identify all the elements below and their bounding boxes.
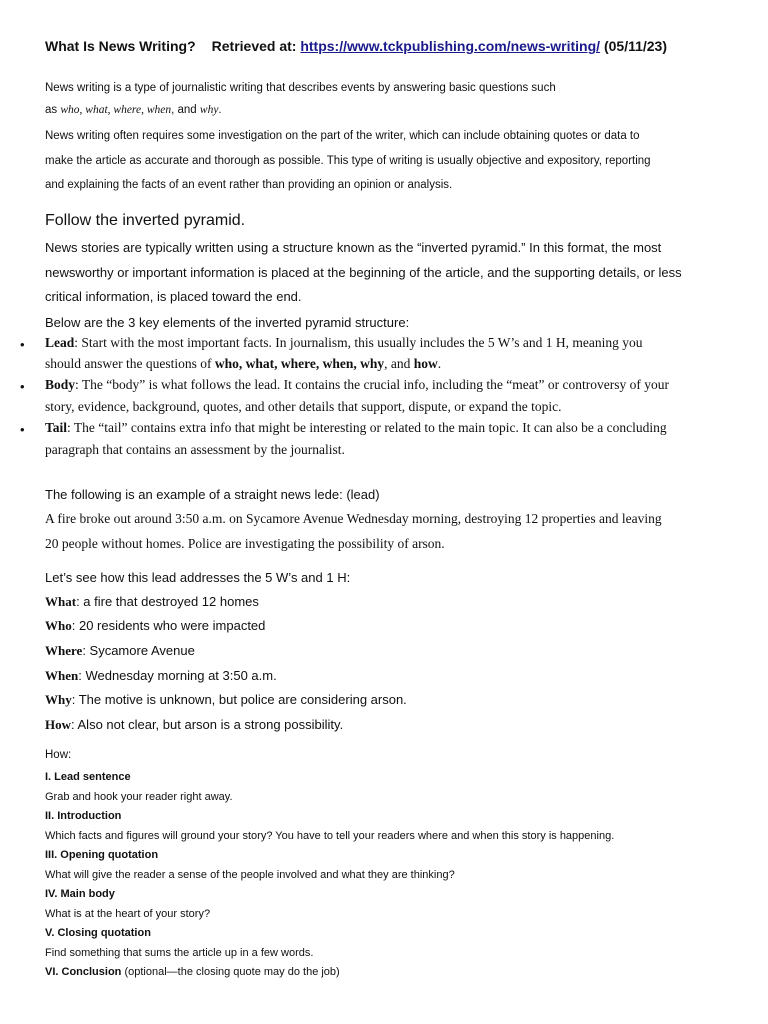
bullet-body-line-1: Body: The “body” is what follows the lead. It contains the crucial info, including the “meat” or controversy of your bbox=[45, 377, 669, 392]
bullet-dot: • bbox=[20, 379, 25, 394]
section-heading: Follow the inverted pyramid. bbox=[45, 212, 246, 229]
pyramid-line-4: Below are the 3 key elements of the inverted pyramid structure: bbox=[45, 315, 410, 330]
intro-line-1: News writing is a type of journalistic writing that describes events by answering basic questions such bbox=[45, 82, 556, 94]
how-section-title: V. Closing quotation bbox=[45, 927, 151, 939]
bullet-dot: • bbox=[20, 422, 25, 437]
pyramid-line-3: critical information, is placed toward the end. bbox=[45, 289, 302, 304]
w-item: How: Also not clear, but arson is a strong possibility. bbox=[45, 717, 344, 732]
w-item: Where: Sycamore Avenue bbox=[45, 643, 195, 658]
intro-line-5: and explaining the facts of an event rather than providing an opinion or analysis. bbox=[45, 179, 453, 191]
example-lede-line-2: 20 people without homes. Police are investigating the possibility of arson. bbox=[45, 536, 445, 551]
bullet-lead-line-2: should answer the questions of who, what, where, when, why, and how. bbox=[45, 356, 442, 371]
intro-line-2: as who, what, where, when, and why. bbox=[45, 104, 222, 116]
bullet-tail-line-1: Tail: The “tail” contains extra info that might be interesting or related to the main topic. It can also be a concluding bbox=[45, 420, 667, 435]
example-intro: The following is an example of a straight news lede: (lead) bbox=[45, 487, 380, 502]
pyramid-line-2: newsworthy or important information is placed at the beginning of the article, and the supporting details, or less bbox=[45, 265, 682, 280]
document-header bbox=[45, 38, 667, 54]
how-section-title: III. Opening quotation bbox=[45, 849, 159, 861]
w-item: What: a fire that destroyed 12 homes bbox=[45, 594, 259, 609]
how-section-text: Grab and hook your reader right away. bbox=[45, 791, 233, 803]
bullet-lead-line-1: Lead: Start with the most important facts. In journalism, this usually includes the 5 W’s and 1 H, meaning you bbox=[45, 335, 643, 350]
retrieved-label: Retrieved at: bbox=[211, 38, 297, 54]
intro-line-4: make the article as accurate and thorough as possible. This type of writing is usually objective and expository, reporting bbox=[45, 155, 651, 167]
how-section-text: What is at the heart of your story? bbox=[45, 908, 211, 920]
w-item: Who: 20 residents who were impacted bbox=[45, 618, 266, 633]
w-item: Why: The motive is unknown, but police are considering arson. bbox=[45, 692, 407, 707]
how-section-title: II. Introduction bbox=[45, 810, 122, 822]
pyramid-line-1: News stories are typically written using a structure known as the “inverted pyramid.” In this format, the most bbox=[45, 240, 662, 255]
retrieved-date: (05/11/23) bbox=[603, 38, 668, 54]
how-section-title: IV. Main body bbox=[45, 888, 115, 900]
how-section-title: I. Lead sentence bbox=[45, 771, 131, 783]
how-conclusion: VI. Conclusion (optional—the closing quote may do the job) bbox=[45, 966, 340, 978]
page-title: What Is News Writing? bbox=[45, 38, 196, 54]
intro-line-3: News writing often requires some investigation on the part of the writer, which can include obtaining quotes or data to bbox=[45, 130, 640, 142]
how-section-text: What will give the reader a sense of the people involved and what they are thinking? bbox=[45, 869, 455, 881]
source-link[interactable]: https://www.tckpublishing.com/news-writing/ bbox=[300, 38, 601, 54]
bullet-tail-line-2: paragraph that contains an assessment by the journalist. bbox=[45, 442, 345, 457]
how-section-text: Which facts and figures will ground your story? You have to tell your readers where and when this story is happening. bbox=[45, 830, 615, 842]
w-item: When: Wednesday morning at 3:50 a.m. bbox=[45, 668, 277, 683]
bullet-body-line-2: story, evidence, background, quotes, and other details that support, dispute, or expand the topic. bbox=[45, 399, 562, 414]
example-lede-line-1: A fire broke out around 3:50 a.m. on Sycamore Avenue Wednesday morning, destroying 12 properties and leaving bbox=[45, 511, 662, 526]
bullet-dot: • bbox=[20, 337, 25, 352]
lead-analysis-intro: Let’s see how this lead addresses the 5 W’s and 1 H: bbox=[45, 570, 351, 585]
how-section-text: Find something that sums the article up in a few words. bbox=[45, 947, 314, 959]
how-label: How: bbox=[45, 749, 72, 761]
